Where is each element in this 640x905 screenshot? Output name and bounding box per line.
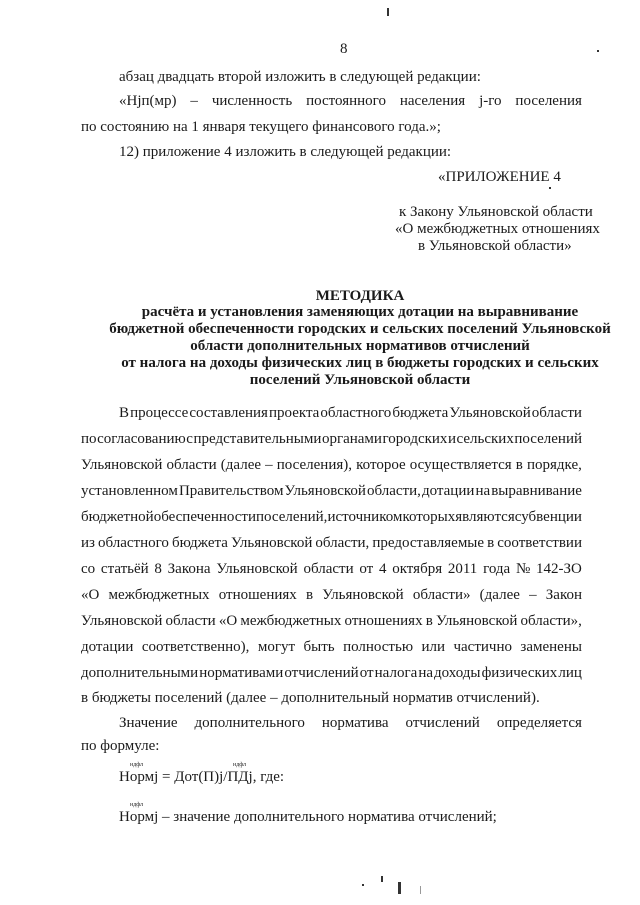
word: от [359, 561, 374, 577]
word: 4 [378, 561, 387, 577]
word: которое [356, 457, 406, 473]
formula: Нормj = Дот(П)j/ПДj, где: [119, 769, 285, 785]
word: 142-ЗО [536, 561, 582, 577]
word: отчислений [405, 715, 480, 731]
paragraph1-line-9 [81, 612, 582, 630]
word: № [515, 561, 531, 577]
word: отчислений [284, 665, 359, 681]
word: процессе [130, 405, 189, 421]
word: быть [303, 639, 335, 655]
paragraph1-line-3 [81, 456, 582, 474]
paragraph1-line-6 [81, 534, 582, 552]
heading-line-1: расчёта и установления заменяющих дотации на выравнивание [141, 304, 579, 320]
appendix-title: «ПРИЛОЖЕНИЕ 4 [438, 169, 561, 185]
word: области» [412, 587, 471, 603]
word: области», [520, 613, 582, 629]
word: предоставляемые [372, 535, 485, 551]
paragraph1-line-4 [81, 482, 582, 500]
word: поселения [515, 93, 582, 109]
word: городских [382, 431, 448, 447]
paragraph1-line-2 [81, 430, 582, 448]
heading-title: МЕТОДИКА [315, 288, 405, 304]
formula-superscript-2: ндфл [233, 762, 246, 768]
word: определяется [496, 715, 582, 731]
word: которых [402, 509, 456, 525]
word: j-го [479, 93, 502, 109]
appendix-line-2: «О межбюджетных отношениях [395, 221, 600, 237]
word: или [421, 639, 446, 655]
word: Ульяновской [81, 613, 163, 629]
word: и [447, 431, 456, 447]
word: осуществляется [409, 457, 512, 473]
word: (далее [220, 457, 262, 473]
paragraph2-line-2: по формуле: [81, 738, 160, 754]
word: Правительством [178, 483, 284, 499]
word: представительными [193, 431, 322, 447]
word: источником [327, 509, 403, 525]
word: «О [81, 587, 100, 603]
word: межбюджетных [108, 587, 210, 603]
word: лиц [558, 665, 582, 681]
word: доходы [434, 665, 481, 681]
word: Значение [119, 715, 178, 731]
word: Ульяновской [230, 535, 313, 551]
word: межбюджетных [240, 613, 342, 629]
word: бюджетной [81, 509, 154, 525]
word: бюджета [171, 535, 228, 551]
word: частично [453, 639, 512, 655]
top-line-2 [119, 92, 582, 110]
paragraph1-line-5 [81, 508, 582, 526]
word: обеспеченности [153, 509, 256, 525]
word: с [186, 431, 193, 447]
word: из [81, 535, 95, 551]
paragraph1-line-10 [81, 638, 582, 656]
scan-mark-bottom-1 [362, 884, 364, 886]
scan-mark-bottom-2 [381, 876, 383, 882]
formula-superscript-1: ндфл [130, 762, 143, 768]
appendix-line-3: в Ульяновской области» [418, 238, 572, 254]
word: области [166, 457, 217, 473]
word: Ульяновской [449, 405, 531, 421]
word: постоянного [306, 93, 386, 109]
word: физических [481, 665, 558, 681]
scan-mark-right [597, 50, 599, 52]
word: населения [399, 93, 466, 109]
word: областного [98, 535, 169, 551]
word: от [359, 665, 374, 681]
word: области [303, 561, 354, 577]
word: дотации [81, 639, 134, 655]
word: года [483, 561, 511, 577]
word: дотации [421, 483, 475, 499]
word: субвенции [514, 509, 582, 525]
paragraph1-line-11 [81, 664, 582, 682]
word: являются [455, 509, 515, 525]
word: В [119, 405, 130, 421]
word: норматива [321, 715, 389, 731]
word: «О [218, 613, 238, 629]
scan-mark-top [387, 8, 389, 16]
word: Ульяновской [435, 613, 518, 629]
definition-superscript: ндфл [130, 802, 143, 808]
word: областного [320, 405, 392, 421]
word: сельских [456, 431, 514, 447]
top-line-4: 12) приложение 4 изложить в следующей редакции: [119, 144, 452, 160]
word: – [265, 457, 273, 473]
word: 2011 [447, 561, 478, 577]
word: поселений, [256, 509, 328, 525]
word: налога [374, 665, 418, 681]
definition-line: Нормj – значение дополнительного норматива отчислений; [119, 809, 497, 825]
page-number: 8 [340, 41, 348, 57]
word: выравнивание [491, 483, 582, 499]
word: статьёй [100, 561, 149, 577]
word: составления [189, 405, 268, 421]
word: могут [257, 639, 296, 655]
heading-line-3: области дополнительных нормативов отчислений [190, 338, 530, 354]
word: бюджета [392, 405, 449, 421]
word: отношениях [218, 587, 297, 603]
word: в [305, 587, 314, 603]
scan-mark-bottom-3 [398, 882, 401, 894]
word: Закон [545, 587, 582, 603]
word: на [475, 483, 491, 499]
word: (далее [479, 587, 520, 603]
paragraph2-line-1 [119, 714, 582, 732]
word: со [81, 561, 96, 577]
word: октября [392, 561, 443, 577]
paragraph1-last-line: в бюджеты поселений (далее – дополнительный норматив отчислений). [81, 690, 540, 706]
paragraph1-line-7 [81, 560, 582, 578]
word: согласованию [97, 431, 186, 447]
word: области [531, 405, 582, 421]
word: проекта [268, 405, 320, 421]
heading-line-4: от налога на доходы физических лиц в бюджеты городских и сельских [121, 355, 599, 371]
word: по [81, 431, 97, 447]
word: поселения), [276, 457, 353, 473]
word: – [529, 587, 537, 603]
word: области, [367, 483, 421, 499]
word: Ульяновской [81, 457, 163, 473]
word: нормативами [199, 665, 284, 681]
word: численность [211, 93, 293, 109]
heading-line-5: поселений Ульяновской области [249, 372, 471, 388]
word: соответственно), [141, 639, 250, 655]
word: Ульяновской [284, 483, 366, 499]
word: дополнительного [194, 715, 305, 731]
word: отношениях [344, 613, 423, 629]
word: установленном [81, 483, 178, 499]
word: дополнительными [81, 665, 199, 681]
word: «Hjп(мр) [119, 93, 177, 109]
word: соответствии [497, 535, 582, 551]
word: в [487, 535, 495, 551]
word: Ульяновской [322, 587, 404, 603]
word: области, [315, 535, 370, 551]
word: Закона [167, 561, 211, 577]
scan-mark-bottom-4 [420, 886, 421, 894]
appendix-line-1: к Закону Ульяновской области [399, 204, 593, 220]
word: в [515, 457, 523, 473]
word: органами [321, 431, 382, 447]
word: поселений [514, 431, 582, 447]
heading-line-2: бюджетной обеспеченности городских и сельских поселений Ульяновской [109, 321, 611, 337]
word: порядке, [527, 457, 582, 473]
word: – [190, 93, 198, 109]
top-line-3: по состоянию на 1 января текущего финансового года.»; [81, 119, 441, 135]
scan-mark-mid [549, 187, 551, 189]
paragraph1-line-8 [81, 586, 582, 604]
word: 8 [154, 561, 162, 577]
word: заменены [520, 639, 582, 655]
word: в [425, 613, 433, 629]
word: на [418, 665, 433, 681]
top-line-1: абзац двадцать второй изложить в следующей редакции: [119, 69, 481, 85]
paragraph1-line-1 [119, 404, 582, 422]
word: области [165, 613, 216, 629]
word: полностью [343, 639, 414, 655]
word: Ульяновской [216, 561, 298, 577]
